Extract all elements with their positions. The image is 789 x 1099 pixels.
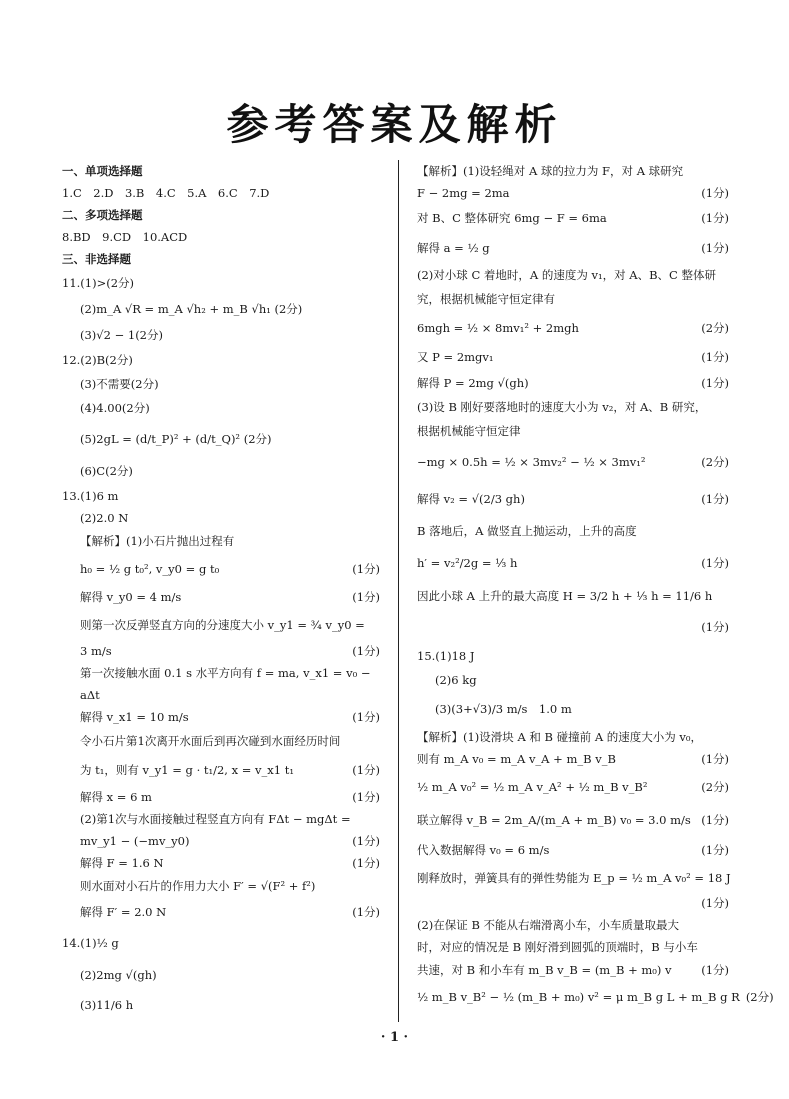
answer-text: (2)对小球 C 着地时，A 的速度为 v₁，对 A、B、C 整体研 (417, 268, 716, 282)
answer-text: 解得 v_y0 = 4 m/s (80, 590, 182, 604)
score-label: (1分) (352, 834, 380, 848)
answer-line (62, 396, 380, 420)
score-label: (1分) (701, 843, 729, 857)
answer-line (417, 286, 729, 312)
answer-line (417, 914, 729, 936)
answer-text: 3 m/s (80, 644, 112, 658)
answer-text: 究，根据机械能守恒定律有 (417, 292, 555, 306)
score-label: (1分) (352, 905, 380, 919)
score-label: (2分) (745, 990, 774, 1004)
answer-text: 因此小球 A 上升的最大高度 H = 3/2 h + ⅓ h = 11/6 h (417, 589, 713, 603)
answer-text: (2)m_A √R = m_A √h₂ + m_B √h₁ (2分) (80, 302, 303, 316)
answer-line (417, 370, 729, 396)
answer-text: 8.BD 9.CD 10.ACD (62, 230, 188, 244)
answer-text: 14.(1)½ g (62, 936, 119, 950)
score-label: (1分) (701, 211, 729, 225)
score-label: (1分) (701, 813, 729, 827)
answer-text: 联立解得 v_B = 2m_A/(m_A + m_B) v₀ = 3.0 m/s (417, 813, 691, 827)
section-heading (62, 160, 380, 182)
answer-line (62, 554, 380, 584)
answer-text: 对 B、C 整体研究 6mg − F = 6ma (417, 211, 607, 225)
answer-line (62, 270, 380, 296)
score-label: (1分) (701, 896, 729, 910)
answer-text: 11.(1)>(2分) (62, 276, 135, 290)
score-label: (1分) (352, 644, 380, 658)
answer-line (417, 232, 729, 264)
answer-text: 第一次接触水面 0.1 s 水平方向有 f = ma, v_x1 = v₀ − (80, 666, 371, 680)
answer-text: (2)在保证 B 不能从右端滑离小车，小车质量取最大 (417, 918, 680, 932)
answer-line (62, 684, 380, 706)
score-label: (1分) (701, 376, 729, 390)
answer-line (62, 852, 380, 874)
page-title: 参考答案及解析 (226, 100, 563, 149)
score-label: (1分) (352, 763, 380, 777)
answer-text: 解得 v_x1 = 10 m/s (80, 710, 189, 724)
page-number: · 1 · (380, 1030, 409, 1045)
answer-text: 解得 P = 2mg √(gh) (417, 376, 529, 390)
answer-line (417, 892, 729, 914)
left-column (62, 160, 380, 1020)
answer-text: 一、单项选择题 (62, 164, 143, 178)
answer-text: ½ m_B v_B² − ½ (m_B + m₀) v² = μ m_B g L + m_B g R (417, 990, 740, 1004)
answer-text: 【解析】(1)小石片抛出过程有 (80, 534, 235, 548)
answer-text: 共速，对 B 和小车有 m_B v_B = (m_B + m₀) v (417, 963, 672, 977)
answer-line (62, 640, 380, 662)
answer-text: ½ m_A v₀² = ½ m_A v_A² + ½ m_B v_B² (417, 780, 648, 794)
score-label: (1分) (701, 492, 729, 506)
answer-line (417, 668, 729, 692)
answer-text: 二、多项选择题 (62, 208, 143, 222)
answer-line (417, 804, 729, 836)
answer-line (417, 518, 729, 544)
answer-line (62, 960, 380, 990)
column-divider (398, 160, 399, 1022)
answer-text: (5)2gL = (d/t_P)² + (d/t_Q)² (2分) (80, 432, 272, 446)
answer-text: (2)第1次与水面接触过程竖直方向有 FΔt − mgΔt = (80, 812, 351, 826)
answer-line (62, 484, 380, 508)
answer-line (62, 808, 380, 830)
answer-line (62, 786, 380, 808)
answer-line (62, 830, 380, 852)
answer-text: 时，对应的情况是 B 刚好滑到圆弧的顶端时，B 与小车 (417, 940, 698, 954)
answer-line (417, 204, 729, 232)
answer-text: 则有 m_A v₀ = m_A v_A + m_B v_B (417, 752, 616, 766)
answer-text: aΔt (80, 688, 100, 702)
answer-text: (3)设 B 刚好要落地时的速度大小为 v₂，对 A、B 研究， (417, 400, 707, 414)
answer-line (62, 926, 380, 960)
answer-line (417, 264, 729, 286)
answer-line (62, 296, 380, 322)
answer-line (417, 864, 729, 892)
score-label: (1分) (701, 186, 729, 200)
answer-text: 三、非选择题 (62, 252, 131, 266)
answer-text: 12.(2)B(2分) (62, 353, 133, 367)
answer-line (417, 396, 729, 418)
answer-text: (2)2.0 N (80, 511, 129, 525)
score-label: (1分) (701, 752, 729, 766)
answer-text: (3)不需要(2分) (80, 377, 159, 391)
answer-text: 解得 v₂ = √(2/3 gh) (417, 492, 525, 506)
answer-text: (2)6 kg (435, 673, 477, 687)
answer-line (417, 160, 729, 182)
answer-line (417, 692, 729, 726)
answer-line (417, 544, 729, 582)
answer-text: mv_y1 − (−mv_y0) (80, 834, 190, 848)
answer-text: 令小石片第1次离开水面后到再次碰到水面经历时间 (80, 734, 341, 748)
answer-line (417, 444, 729, 480)
score-label: (1分) (701, 350, 729, 364)
answer-line (417, 312, 729, 344)
answer-line (62, 348, 380, 372)
section-heading (62, 204, 380, 226)
answer-text: 根据机械能守恒定律 (417, 424, 521, 438)
score-label: (2分) (701, 780, 729, 794)
answer-text: (3)√2 − 1(2分) (80, 328, 163, 342)
answer-line (417, 610, 729, 644)
answer-text: 则水面对小石片的作用力大小 F′ = √(F² + f²) (80, 879, 316, 893)
answer-text: 【解析】(1)设轻绳对 A 球的拉力为 F，对 A 球研究 (417, 164, 684, 178)
answer-text: 为 t₁，则有 v_y1 = g · t₁/2, x = v_x1 t₁ (80, 763, 294, 777)
answer-line (62, 528, 380, 554)
answer-text: B 落地后，A 做竖直上抛运动，上升的高度 (417, 524, 637, 538)
answer-text: 代入数据解得 v₀ = 6 m/s (417, 843, 550, 857)
answer-line (62, 182, 380, 204)
answer-text: 刚释放时，弹簧具有的弹性势能为 E_p = ½ m_A v₀² = 18 J (417, 871, 731, 885)
answer-text: F − 2mg = 2ma (417, 186, 510, 200)
answer-line (417, 182, 729, 204)
answer-text: 【解析】(1)设滑块 A 和 B 碰撞前 A 的速度大小为 v₀， (417, 730, 703, 744)
answer-line (417, 958, 729, 982)
score-label: (1分) (352, 856, 380, 870)
answer-line (417, 982, 774, 1012)
answer-text: (2)2mg √(gh) (80, 968, 157, 982)
answer-line (62, 990, 380, 1020)
answer-text: 解得 a = ½ g (417, 241, 490, 255)
score-label: (1分) (352, 562, 380, 576)
answer-text: 15.(1)18 J (417, 649, 475, 663)
answer-line (62, 458, 380, 484)
answer-line (417, 936, 729, 958)
answer-text: 13.(1)6 m (62, 489, 119, 503)
score-label: (1分) (352, 590, 380, 604)
answer-text: h′ = v₂²/2g = ⅓ h (417, 556, 518, 570)
answer-line (62, 874, 380, 898)
answer-text: (4)4.00(2分) (80, 401, 150, 415)
answer-line (62, 898, 380, 926)
answer-line (417, 418, 729, 444)
answer-line (417, 344, 729, 370)
answer-text: (3)11/6 h (80, 998, 134, 1012)
answer-line (62, 322, 380, 348)
answer-line (417, 836, 729, 864)
right-column (417, 160, 774, 1012)
score-label: (2分) (701, 455, 729, 469)
answer-line (62, 420, 380, 458)
score-label: (2分) (701, 321, 729, 335)
answer-line (417, 582, 729, 610)
answer-line (62, 662, 380, 684)
answer-line (62, 610, 380, 640)
answer-text: 6mgh = ½ × 8mv₁² + 2mgh (417, 321, 579, 335)
answer-line (62, 754, 380, 786)
answer-text: 解得 x = 6 m (80, 790, 152, 804)
answer-line (417, 748, 729, 770)
answer-text: h₀ = ½ g t₀², v_y0 = g t₀ (80, 562, 220, 576)
answer-text: 解得 F′ = 2.0 N (80, 905, 167, 919)
answer-line (417, 480, 729, 518)
answer-line (417, 770, 729, 804)
score-label: (1分) (701, 556, 729, 570)
answer-line (417, 644, 729, 668)
answer-line (62, 372, 380, 396)
answer-line (62, 226, 380, 248)
answer-line (417, 726, 729, 748)
score-label: (1分) (701, 620, 729, 634)
answer-text: (3)(3+√3)/3 m/s 1.0 m (435, 702, 572, 716)
answer-text: 解得 F = 1.6 N (80, 856, 164, 870)
score-label: (1分) (701, 241, 729, 255)
answer-line (62, 728, 380, 754)
score-label: (1分) (352, 790, 380, 804)
score-label: (1分) (352, 710, 380, 724)
answer-text: 1.C 2.D 3.B 4.C 5.A 6.C 7.D (62, 186, 270, 200)
section-heading (62, 248, 380, 270)
score-label: (1分) (701, 963, 729, 977)
answer-line (62, 706, 380, 728)
answer-text: −mg × 0.5h = ½ × 3mv₂² − ½ × 3mv₁² (417, 455, 646, 469)
answer-text: 又 P = 2mgv₁ (417, 350, 494, 364)
answer-text: (6)C(2分) (80, 464, 133, 478)
answer-line (62, 584, 380, 610)
answer-line (62, 508, 380, 528)
answer-text: 则第一次反弹竖直方向的分速度大小 v_y1 = ¾ v_y0 = (80, 618, 365, 632)
